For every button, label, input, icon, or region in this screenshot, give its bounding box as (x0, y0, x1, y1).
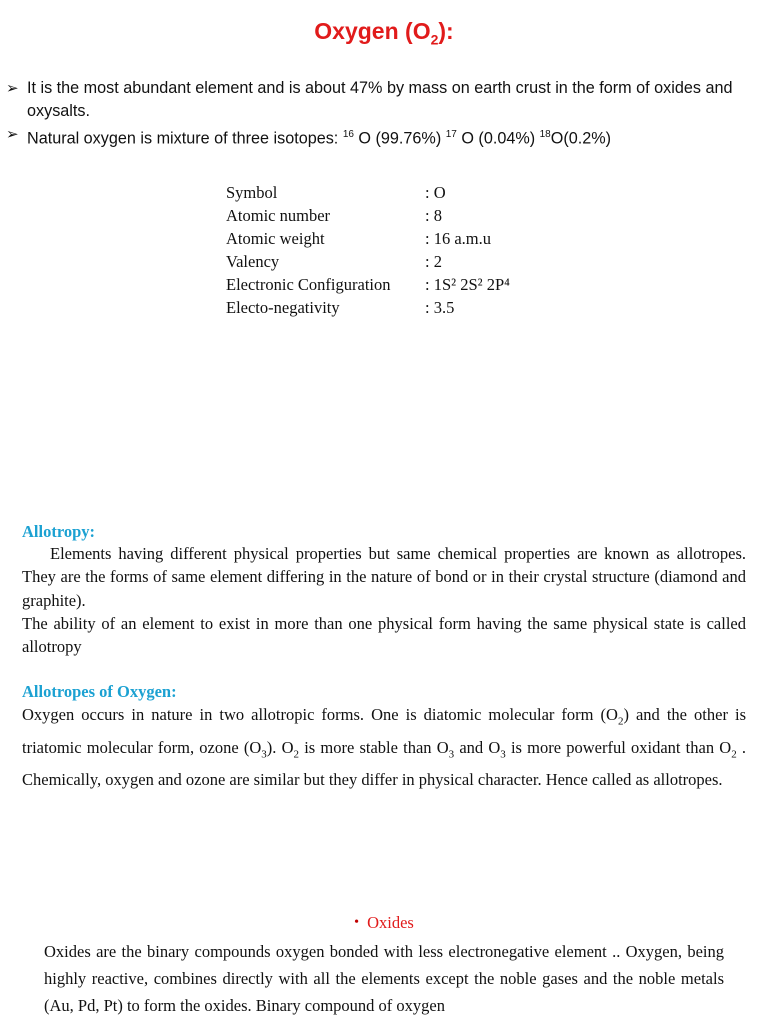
allotropes-of-oxygen-section (22, 682, 746, 794)
bullet-abundance: ➢ It is the most abundant element and is about 47% by mass on earth crust in the form of oxides and oxysalts. (6, 77, 746, 123)
property-row: Atomic weight : 16 a.m.u (226, 229, 491, 248)
allotropy-heading: Allotropy: (22, 522, 96, 541)
property-row: Symbol : O (226, 183, 446, 202)
arrow-bullet-icon: ➢ (6, 126, 19, 143)
bullet-isotopes: ➢ Natural oxygen is mixture of three isotopes: $^{16}$ O (99.76%) $^{17}$ O (0.04%) $^{18}$O(0.2%) (6, 123, 746, 150)
arrow-bullet-icon: ➢ (6, 80, 19, 97)
oxides-heading: • Oxides (354, 913, 414, 932)
allotropy-section (22, 522, 746, 658)
bullet-dot-icon: • (354, 915, 360, 930)
oxides-text: Oxides are the binary compounds oxygen bonded with less electronegative element .. Oxygen, being highly reactive, combines directly with all the elements except the noble gases and the noble metals (Au, Pd, Pt) to form the oxides. Binary compound of oxygen (44, 942, 724, 1015)
allotropy-definition: Elements having different physical properties but same chemical properties are known as allotropes. They are the forms of same element differing in the nature of bond or in their crystal structure (diamond and graphite). (22, 544, 746, 610)
property-row: Valency : 2 (226, 252, 442, 271)
property-row: Electronic Configuration : 1S² 2S² 2P⁴ (226, 275, 510, 294)
properties-table (226, 181, 510, 319)
page-title: Oxygen $(O_2)$: (314, 18, 454, 48)
property-row: Electo-negativity : 3.5 (226, 298, 455, 317)
allotropes-of-oxygen-text: Oxygen occurs in nature in two allotropic forms. One is diatomic molecular form $(O_2)$ and the other is triatomic molecular form, ozone $(O_3)$. $O_2$ is more stable than $O_3$ and $O_3$ is more powerful oxidant than $O_2$ . Chemically, oxygen and ozone are similar but they differ in physical character. Hence called as allotropes. (22, 705, 746, 790)
oxides-section (44, 913, 724, 1019)
allotropes-of-oxygen-heading: Allotropes of Oxygen: (22, 682, 177, 701)
allotropy-ability: The ability of an element to exist in more than one physical form having the same physical state is called allotropy (22, 613, 746, 657)
property-row: Atomic number : 8 (226, 206, 442, 225)
intro-bullets (6, 77, 746, 150)
